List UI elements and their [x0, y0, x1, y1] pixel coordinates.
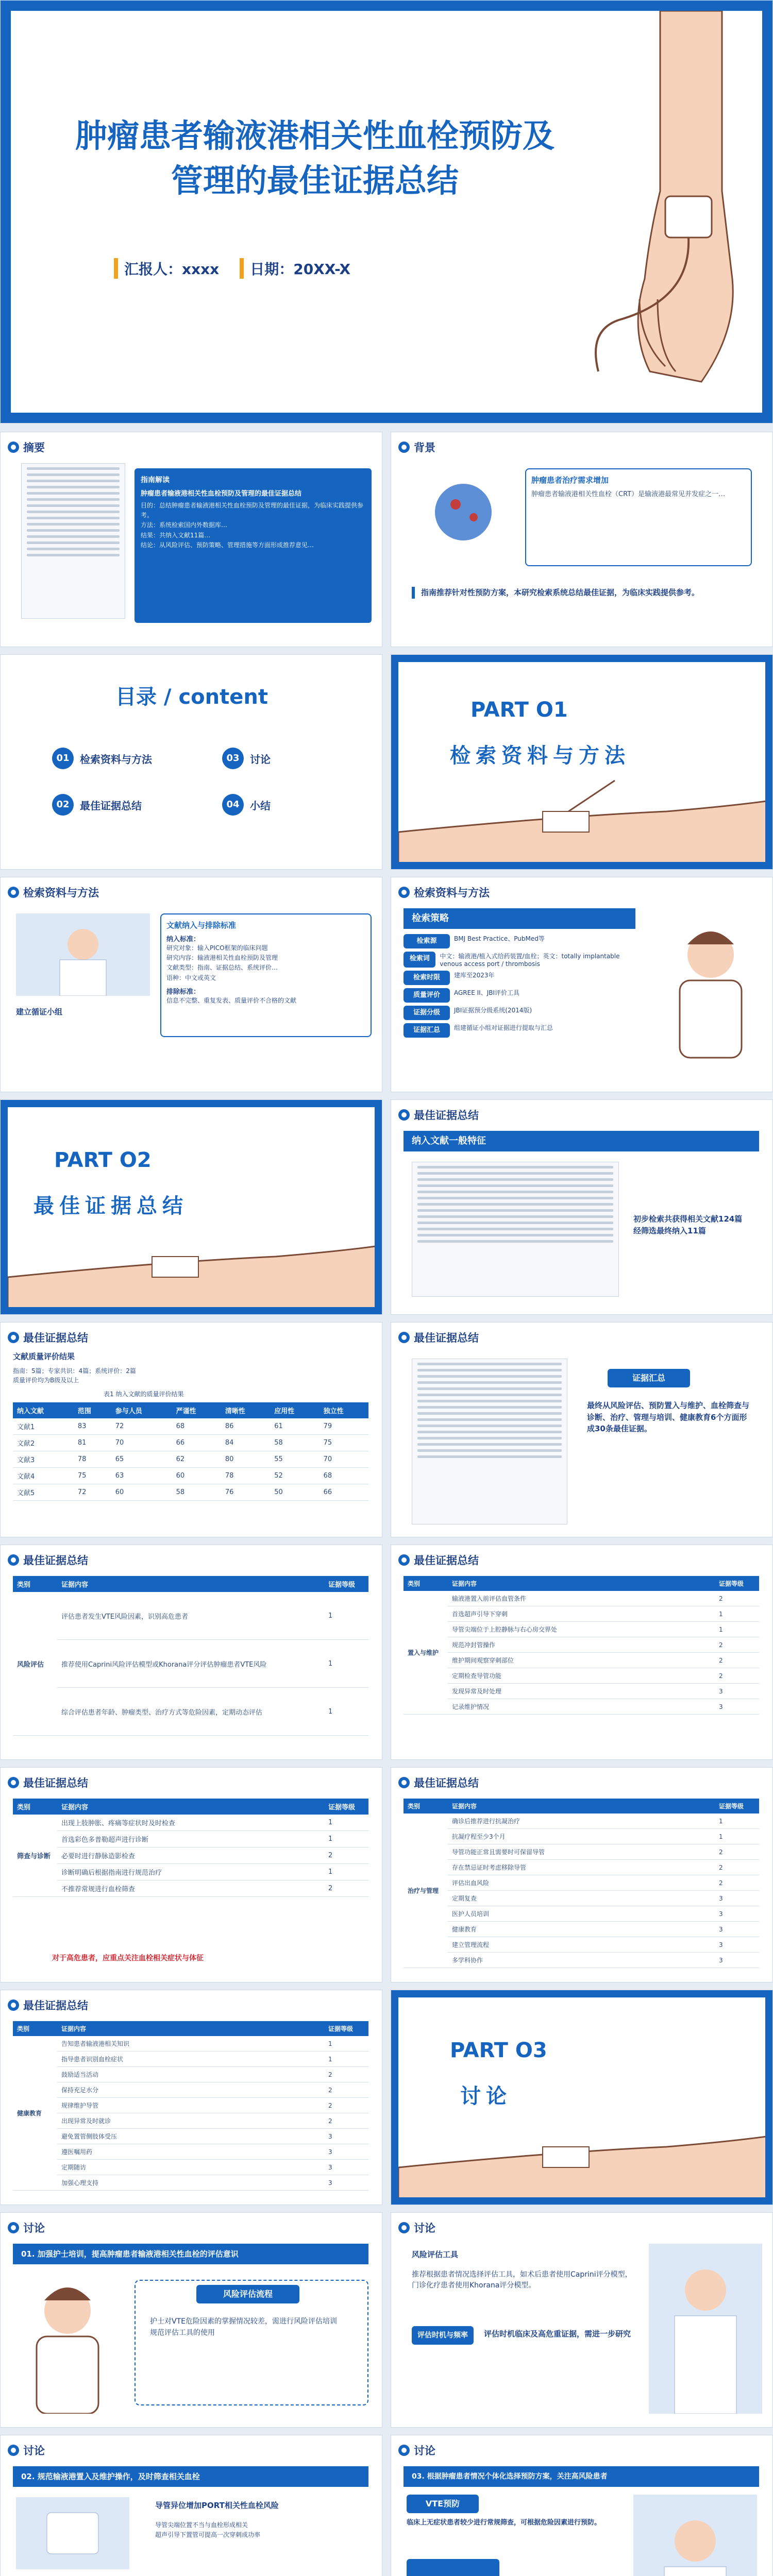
table-row: 文献1 83 72 68 86 61 79	[13, 1418, 368, 1435]
table-row: 加强心理支持 3	[13, 2175, 368, 2191]
arm-illustration	[398, 2111, 765, 2197]
results2-intro: 指南：5篇；专家共识：4篇；系统评价：2篇 质量评价均为B级及以上	[13, 1367, 136, 1384]
disc2-bottom-text: 评估时机临床及高危重证据，需进一步研究	[484, 2329, 631, 2338]
toc-item-1[interactable]: 01 检索资料与方法	[52, 748, 152, 769]
table-row: 首选超声引导下穿刺 1	[404, 1606, 759, 1622]
table5-table	[13, 2021, 368, 2191]
disc3-bar: 02. 规范输液港置入及维护操作，及时筛查相关血栓	[13, 2466, 368, 2487]
virus-icon	[412, 468, 515, 556]
results2-table-caption: 表1 纳入文献的质量评价结果	[104, 1391, 184, 1398]
background-header: 背景	[398, 439, 435, 455]
doctor-photo	[649, 2244, 762, 2414]
results3-slide	[391, 1322, 773, 1537]
table4-header: 最佳证据总结	[398, 1775, 479, 1790]
disc2-box-title: 风险评估工具	[412, 2250, 459, 2259]
part2-slide	[0, 1099, 382, 1315]
part3-slide	[391, 1990, 773, 2205]
nurse-illustration	[16, 2275, 119, 2414]
results2-slide	[0, 1322, 382, 1537]
part1-title: 检索资料与方法	[450, 744, 630, 768]
table5-slide	[0, 1990, 382, 2205]
table-row: 首选彩色多普勒超声进行诊断 1	[13, 1831, 368, 1848]
toc-title: 目录 / content	[115, 685, 268, 709]
methods1-caption: 建立循证小组	[16, 1007, 63, 1016]
table-row: 诊断明确后根据指南进行规范治疗 1	[13, 1864, 368, 1880]
table-row: 医护人员培训 3	[404, 1906, 759, 1922]
results1-note: 初步检索共获得相关文献124篇 经筛选最终纳入11篇	[633, 1214, 743, 1235]
table-row: 健康教育 告知患者输液港相关知识 1	[13, 2036, 368, 2052]
disc2-slide	[391, 2212, 773, 2428]
table-row: 建立管理流程 3	[404, 1937, 759, 1953]
bullet-icon	[8, 887, 19, 898]
hand-port-illustration	[567, 11, 762, 413]
bullet-icon	[8, 1554, 19, 1566]
table-row: 文献4 75 63 60 78 52 68	[13, 1468, 368, 1484]
table2-table	[404, 1576, 759, 1715]
table-row: 指导患者识别血栓症状 1	[13, 2052, 368, 2067]
toc-slide	[0, 654, 382, 870]
methods2-slide	[391, 877, 773, 1092]
disc1-items: 护士对VTE危险因素的掌握情况较差，需进行风险评估培训 规范评估工具的使用	[150, 2317, 337, 2337]
table-header-row: 类别 证据内容 证据等级	[404, 1576, 759, 1591]
table-row: 定期检查导管功能 2	[404, 1668, 759, 1684]
table-row: 导管功能正常且需要时可保留导管 2	[404, 1844, 759, 1860]
table-row: 存在禁忌证时考虑移除导管 2	[404, 1860, 759, 1875]
table-row: 鼓励适当活动 2	[13, 2067, 368, 2082]
disc4-vte-title: VTE预防	[407, 2495, 479, 2513]
disc3-header: 讨论	[8, 2443, 45, 2458]
table2-header: 最佳证据总结	[398, 1552, 479, 1568]
bullet-icon	[398, 1332, 410, 1343]
disc3-slide	[0, 2435, 382, 2576]
table-row: 维护期间观察穿刺部位 2	[404, 1653, 759, 1668]
bullet-icon	[398, 2222, 410, 2233]
table-row: 评估出血风险 2	[404, 1875, 759, 1891]
table-row: 抗凝疗程至少3个月 1	[404, 1829, 759, 1844]
table-row: 多学科协作 3	[404, 1953, 759, 1968]
table3-table	[13, 1799, 368, 1897]
disc4-vte-text: 临床上无症状患者较少进行常规筛查，可根据危险因素进行预防。	[407, 2519, 601, 2527]
methods2-box-title: 检索策略	[404, 908, 635, 929]
methods1-header: 检索资料与方法	[8, 885, 99, 900]
table-row: 避免置管侧肢体受压 3	[13, 2129, 368, 2144]
bullet-icon	[398, 1109, 410, 1121]
results3-text: 最终从风险评估、预防置入与维护、血栓筛查与诊断、治疗、管理与培训、健康教育6个方面形成30条最佳证据。	[587, 1401, 750, 1433]
methods1-slide	[0, 877, 382, 1092]
table-row: 定期复查 3	[404, 1891, 759, 1906]
table-header-row: 纳入文献 范围 参与人员 严谨性 清晰性 应用性 独立性	[13, 1402, 368, 1418]
table5-header: 最佳证据总结	[8, 1997, 88, 2013]
table-header-row: 类别 证据内容 证据等级	[13, 1576, 368, 1592]
medical-staff-photo	[16, 913, 150, 996]
arm-illustration	[398, 775, 765, 862]
disc4-header: 讨论	[398, 2443, 435, 2458]
lab-photo	[16, 2497, 129, 2569]
part3-num: PART O3	[450, 2039, 547, 2062]
disc4-bar: 03. 根据肿瘤患者情况个体化选择预防方案，关注高风险患者	[404, 2466, 759, 2487]
results2-header: 最佳证据总结	[8, 1330, 88, 1345]
results1-slide	[391, 1099, 773, 1315]
bullet-icon	[8, 1332, 19, 1343]
results1-bar: 纳入文献一般特征	[404, 1131, 759, 1151]
cover-reporter: 汇报人：xxxx 日期：20XX-X	[114, 258, 350, 279]
abstract-doc-thumbnail	[21, 463, 125, 619]
nurse-illustration	[659, 919, 762, 1063]
table-row: 发现异常及时处理 3	[404, 1684, 759, 1699]
table2-slide	[391, 1545, 773, 1760]
table1-table	[13, 1576, 368, 1736]
table1-slide	[0, 1545, 382, 1760]
disc2-text: 推荐根据患者情况选择评估工具，如术后患者使用Caprini评分模型，门诊化疗患者使用Khorana评分模型。	[412, 2270, 632, 2290]
cover-slide	[0, 0, 773, 423]
bullet-icon	[398, 887, 410, 898]
results1-flowchart	[412, 1162, 619, 1297]
part2-title: 最佳证据总结	[33, 1194, 188, 1218]
bullet-icon	[398, 1777, 410, 1788]
disc4-slide	[391, 2435, 773, 2576]
table-header-row: 类别 证据内容 证据等级	[13, 2021, 368, 2036]
disc1-slide	[0, 2212, 382, 2428]
toc-item-3[interactable]: 03 讨论	[222, 748, 271, 769]
table3-slide	[0, 1767, 382, 1982]
methods1-box: 文献纳入与排除标准 纳入标准： 研究对象：输入PICO框架的临床问题 研究内容：输液港相关性血栓预防及管理 文献类型：指南、证据总结、系统评价… 语种：中文或英文 排除标准： 信息不完整、重复发表、质量评价不合格的文献	[160, 913, 372, 1037]
table-row: 文献3 78 65 62 80 55 70	[13, 1451, 368, 1468]
bullet-icon	[398, 442, 410, 453]
disc4-vte-box	[407, 2559, 499, 2576]
disc3-box-title: 导管异位增加PORT相关性血栓风险	[155, 2501, 279, 2510]
abstract-box: 指南解读 肿瘤患者输液港相关性血栓预防及管理的最佳证据总结 目的：总结肿瘤患者输液港相关性血栓预防及管理的最佳证据，为临床实践提供参考。 方法：系统检索国内外数据库… 结果：共纳入文献11篇… 结论：从风险评估、预防策略、管理措施等方面形成推荐意见…	[135, 468, 372, 623]
table-row: 推荐使用Caprini风险评估模型或Khorana评分评估肿瘤患者VTE风险 1	[13, 1640, 368, 1688]
disc1-box-title: 风险评估流程	[196, 2285, 299, 2303]
table-row: 定期随访 3	[13, 2160, 368, 2175]
table4-slide	[391, 1767, 773, 1982]
bullet-icon	[8, 2222, 19, 2233]
results2-table	[13, 1402, 368, 1501]
table-row: 健康教育 3	[404, 1922, 759, 1937]
background-box: 肿瘤患者治疗需求增加 肿瘤患者输液港相关性血栓（CRT）是输液港最常见并发症之一…	[525, 468, 752, 566]
methods2-rows: 检索源 BMJ Best Practice、PubMed等 检索词 中文：输液港/植入式给药装置/血栓；英文：totally implantable venous access port / thrombosis 检索时限 建库至2023年 质量评价 AGREE II、JBI评价工具 证据分级 JBI证据预分级系统(2014版) 证据汇总 组建循证小组对证据进行提取与汇总	[404, 934, 635, 1041]
table3-red-line: 对于高危患者，应重点关注血栓相关症状与体征	[52, 1954, 204, 1962]
disc2-header: 讨论	[398, 2220, 435, 2235]
part3-title: 讨论	[460, 2084, 512, 2108]
table-row: 置入与维护 输液港置入前评估血管条件 2	[404, 1591, 759, 1606]
table-row: 必要时进行静脉造影检查 2	[13, 1848, 368, 1864]
arm-illustration	[8, 1221, 375, 1307]
table-row: 治疗与管理 确诊后推荐进行抗凝治疗 1	[404, 1814, 759, 1829]
bullet-icon	[8, 2445, 19, 2456]
results1-header: 最佳证据总结	[398, 1107, 479, 1123]
table-row: 遵医嘱用药 3	[13, 2144, 368, 2160]
abstract-header: 摘要	[8, 439, 45, 455]
part1-num: PART O1	[470, 698, 568, 722]
table3-header: 最佳证据总结	[8, 1775, 88, 1790]
disc1-bar: 01. 加强护士培训，提高肿瘤患者输液港相关性血栓的评估意识	[13, 2244, 368, 2264]
table1-header: 最佳证据总结	[8, 1552, 88, 1568]
cover-title: 肿瘤患者输液港相关性血栓预防及 管理的最佳证据总结	[75, 117, 554, 199]
table-row: 不推荐常规进行血栓筛查 2	[13, 1880, 368, 1897]
toc-item-2[interactable]: 02 最佳证据总结	[52, 794, 142, 816]
table-header-row: 类别 证据内容 证据等级	[13, 1799, 368, 1815]
results3-doc	[412, 1359, 567, 1524]
table-row: 风险评估 评估患者发生VTE风险因素，识别高危患者 1	[13, 1592, 368, 1640]
part2-num: PART O2	[54, 1148, 152, 1172]
patient-photo	[633, 2495, 757, 2576]
disc2-box-bottom: 评估时机与频率	[412, 2326, 474, 2345]
abstract-slide	[0, 432, 382, 647]
bullet-icon	[398, 2445, 410, 2456]
disc1-header: 讨论	[8, 2220, 45, 2235]
toc-item-4[interactable]: 04 小结	[222, 794, 271, 816]
table-row: 保持充足水分 2	[13, 2082, 368, 2098]
bullet-icon	[8, 442, 19, 453]
results3-header: 最佳证据总结	[398, 1330, 479, 1345]
table-row: 规律维护导管 2	[13, 2098, 368, 2113]
methods2-header: 检索资料与方法	[398, 885, 490, 900]
bullet-icon	[398, 1554, 410, 1566]
table-row: 出现异常及时就诊 2	[13, 2113, 368, 2129]
table-row: 文献2 81 70 66 84 58 75	[13, 1435, 368, 1451]
background-slide	[391, 432, 773, 647]
bullet-icon	[8, 1999, 19, 2011]
table-row: 综合评估患者年龄、肿瘤类型、治疗方式等危险因素，定期动态评估 1	[13, 1688, 368, 1736]
disc3-items: 导管尖端位置不当与血栓形成相关 超声引导下置管可提高一次穿刺成功率	[155, 2521, 261, 2539]
bullet-icon	[8, 1777, 19, 1788]
table-row: 筛查与诊断 出现上肢肿胀、疼痛等症状时及时检查 1	[13, 1815, 368, 1831]
background-bottom-text: 指南推荐针对性预防方案，本研究检索系统总结最佳证据，为临床实践提供参考。	[412, 587, 761, 599]
results2-sub-title: 文献质量评价结果	[13, 1352, 75, 1361]
table-row: 导管尖端位于上腔静脉与右心房交界处 1	[404, 1622, 759, 1637]
table4-table	[404, 1799, 759, 1968]
table-header-row: 类别 证据内容 证据等级	[404, 1799, 759, 1814]
results3-bar: 证据汇总	[608, 1369, 690, 1387]
part1-slide	[391, 654, 773, 870]
table-row: 记录维护情况 3	[404, 1699, 759, 1715]
table-row: 文献5 72 60 58 76 50 66	[13, 1484, 368, 1501]
table-row: 规范冲封管操作 2	[404, 1637, 759, 1653]
